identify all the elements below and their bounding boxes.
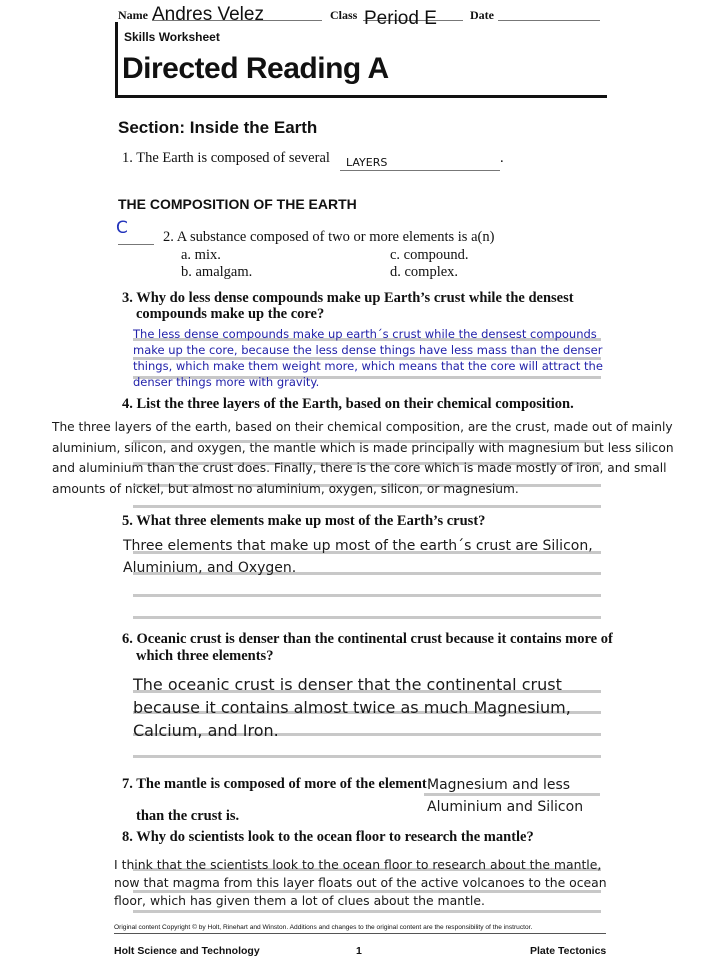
- q1-line: [340, 170, 500, 171]
- q8-text: 8. Why do scientists look to the ocean floor to research the mantle?: [122, 829, 534, 845]
- q1-text: 1. The Earth is composed of several: [122, 150, 330, 166]
- section-title: Section: Inside the Earth: [118, 118, 318, 137]
- q6-answer[interactable]: The oceanic crust is denser that the continental crust because it contains almost twice as much Magnesium, Calcium, and Iron.: [133, 675, 571, 740]
- q4-text: 4. List the three layers of the Earth, based on their chemical composition.: [122, 396, 574, 412]
- q2-option-a: a. mix.: [181, 247, 221, 263]
- q2-answer-line: [118, 244, 154, 245]
- q3-text-line1: 3. Why do less dense compounds make up Earth’s crust while the densest: [122, 290, 574, 306]
- q7-answer[interactable]: Magnesium and less Aluminium and Silicon: [427, 777, 584, 815]
- q1-answer[interactable]: LAYERS: [346, 156, 388, 169]
- q2-answer[interactable]: C: [116, 218, 128, 238]
- q3-text-line2: compounds make up the core?: [136, 306, 325, 322]
- class-label: Class: [330, 8, 358, 22]
- q2-option-b: b. amalgam.: [181, 264, 253, 280]
- q2-text: 2. A substance composed of two or more elements is a(n): [163, 229, 495, 245]
- answer-line: [133, 594, 601, 597]
- worksheet-type: Skills Worksheet: [124, 30, 220, 44]
- q2-option-d: d. complex.: [390, 264, 459, 280]
- name-label: Name: [118, 8, 148, 22]
- q7-text-line1: 7. The mantle is composed of more of the element: [122, 776, 427, 792]
- q5-answer[interactable]: Three elements that make up most of the earth´s crust are Silicon, Aluminium, and Oxygen.: [123, 538, 593, 576]
- q5-text: 5. What three elements make up most of the Earth’s crust?: [122, 513, 486, 529]
- title-bar-left: [115, 22, 118, 97]
- q8-answer[interactable]: I think that the scientists look to the ocean floor to research about the mantle, now that magma from this layer floats out of the active volcanoes to the ocean floor, which has given them a lot of clues about the mantle.: [114, 857, 607, 908]
- answer-line: [133, 505, 601, 508]
- copyright-notice: Original content Copyright © by Holt, Rinehart and Winston. Additions and changes to the original content are the responsibility of the instructor.: [114, 924, 533, 931]
- footer-page-number: 1: [356, 945, 362, 957]
- q2-option-c: c. compound.: [390, 247, 469, 263]
- q4-answer[interactable]: The three layers of the earth, based on their chemical composition, are the crust, made out of mainly aluminium, silicon, and oxygen, the mantle which is made principally with magnesium but less silicon and aluminium than the crust does. Finally, there is the core which is made mostly of iron, and small amounts of nickel, but almost no aluminium, oxygen, silicon, or magnesium.: [52, 420, 674, 496]
- answer-line: [133, 910, 601, 913]
- q3-answer[interactable]: The less dense compounds make up earth´s crust while the densest compounds make up the core, because the less dense things have less mass than the denser things, which make them weight more, which means that the core will attract the denser things more with gravity.: [133, 327, 603, 389]
- student-period[interactable]: Period E: [364, 8, 437, 29]
- date-line: [498, 20, 600, 21]
- page-title: Directed Reading A: [122, 52, 389, 85]
- answer-line: [133, 616, 601, 619]
- q6-text-line2: which three elements?: [136, 648, 274, 664]
- date-label: Date: [470, 8, 494, 22]
- composition-heading: THE COMPOSITION OF THE EARTH: [118, 196, 357, 212]
- q7-text-line2: than the crust is.: [136, 808, 240, 824]
- title-bar-bottom: [115, 95, 607, 98]
- footer-book: Holt Science and Technology: [114, 945, 260, 957]
- answer-line: [133, 755, 601, 758]
- student-name[interactable]: Andres Velez: [152, 4, 264, 25]
- footer-divider: [114, 933, 606, 934]
- q6-text-line1: 6. Oceanic crust is denser than the continental crust because it contains more of: [122, 631, 613, 647]
- q1-end: .: [500, 150, 504, 166]
- footer-unit: Plate Tectonics: [530, 945, 607, 957]
